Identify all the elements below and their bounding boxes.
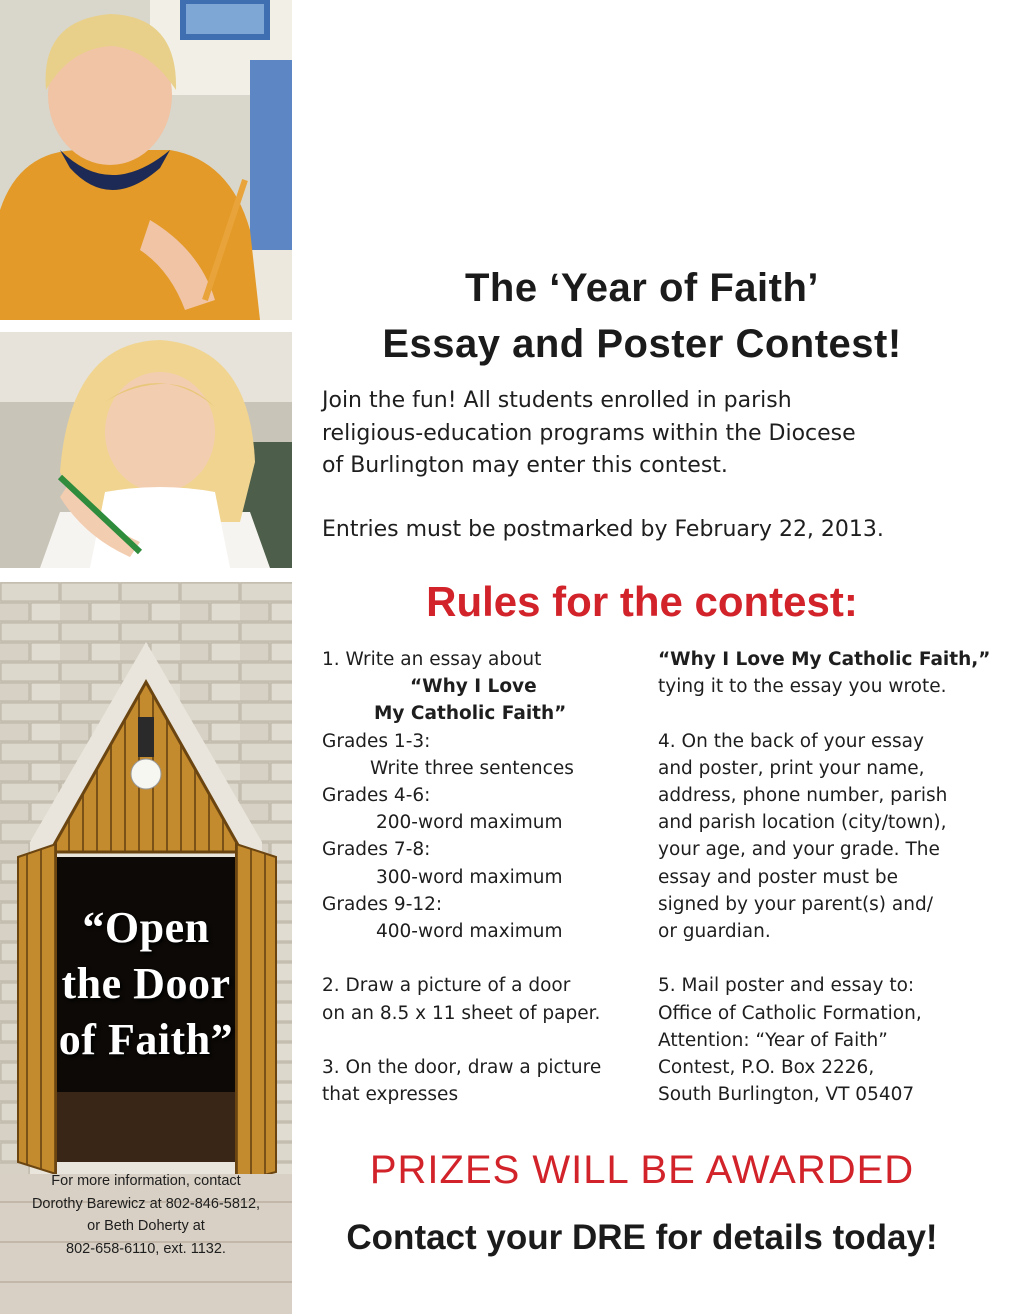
rule-2-line-1: 2. Draw a picture of a door [322,975,571,997]
grade-value-7-8: 300-word maximum [376,866,563,888]
rules-column-left [322,646,642,1108]
rule-4-line-1: 4. On the back of your essay [658,730,924,752]
photo-girl-drawing [0,332,292,568]
rule-5-line-3: Attention: “Year of Faith” [658,1029,888,1051]
rule-3-continuation: tying it to the essay you wrote. [658,676,947,698]
grade-label-7-8: Grades 7-8: [322,839,431,861]
rule-1-topic-line-2: My Catholic Faith” [374,703,567,725]
grade-label-4-6: Grades 4-6: [322,785,431,807]
rule-2-line-2: on an 8.5 x 11 sheet of paper. [322,1002,601,1024]
grade-value-9-12: 400-word maximum [376,921,563,943]
rule-5-line-2: Office of Catholic Formation, [658,1002,922,1024]
rule-4-line-2: and poster, print your name, [658,757,925,779]
contact-info [10,1170,282,1260]
contact-line-2: Dorothy Barewicz at 802-846-5812, [31,1195,261,1212]
rule-4-line-5: your age, and your grade. The [658,839,940,861]
contact-line-3: or Beth Doherty at [87,1218,205,1234]
rule-5-line-4: Contest, P.O. Box 2226, [658,1057,875,1079]
rule-3-line-2: that expresses [322,1084,459,1106]
contact-line-1: For more information, contact [51,1173,241,1189]
intro-paragraph [322,385,1002,483]
rule-5-line-5: South Burlington, VT 05407 [658,1084,915,1106]
rule-4-line-3: address, phone number, parish [658,785,948,806]
intro-line-1: Join the fun! All students enrolled in parish [322,388,792,413]
photo-boy-writing [0,0,292,320]
page-title-line-2: Essay and Poster Contest! [382,322,902,366]
grade-value-1-3: Write three sentences [370,757,574,779]
rule-5-line-1: 5. Mail poster and essay to: [658,975,915,997]
door-caption-line-2: the Door [61,959,231,1008]
intro-line-3: of Burlington may enter this contest. [322,453,728,478]
grade-label-1-3: Grades 1-3: [322,730,431,752]
rule-4-line-4: and parish location (city/town), [658,812,947,834]
rule-3-topic: “Why I Love My Catholic Faith,” [658,649,991,670]
page-title-line-1: The ‘Year of Faith’ [464,266,819,310]
entry-deadline: Entries must be postmarked by February 22, 2013. [322,517,884,542]
contact-line-4: 802-658-6110, ext. 1132. [66,1240,226,1257]
rule-1-topic-line-1: “Why I Love [410,676,537,698]
rule-4-line-6: essay and poster must be [658,866,898,888]
prizes-banner: PRIZES WILL BE AWARDED [369,1148,915,1192]
rules-column-right [658,646,998,1108]
rule-4-line-7: signed by your parent(s) and/ [658,893,933,915]
door-caption-line-1: “Open [82,903,210,952]
intro-line-2: religious-education programs within the Diocese [322,420,856,446]
grade-value-4-6: 200-word maximum [376,812,563,834]
rules-heading: Rules for the contest: [426,578,858,625]
door-caption-line-3: of Faith” [58,1015,234,1064]
rule-4-line-8: or guardian. [658,921,771,943]
door-caption [0,900,292,1068]
rule-3-line-1: 3. On the door, draw a picture [322,1057,602,1079]
contact-call-to-action: Contact your DRE for details today! [346,1218,938,1257]
rule-1-intro: 1. Write an essay about [322,649,542,670]
grade-label-9-12: Grades 9-12: [322,893,443,915]
